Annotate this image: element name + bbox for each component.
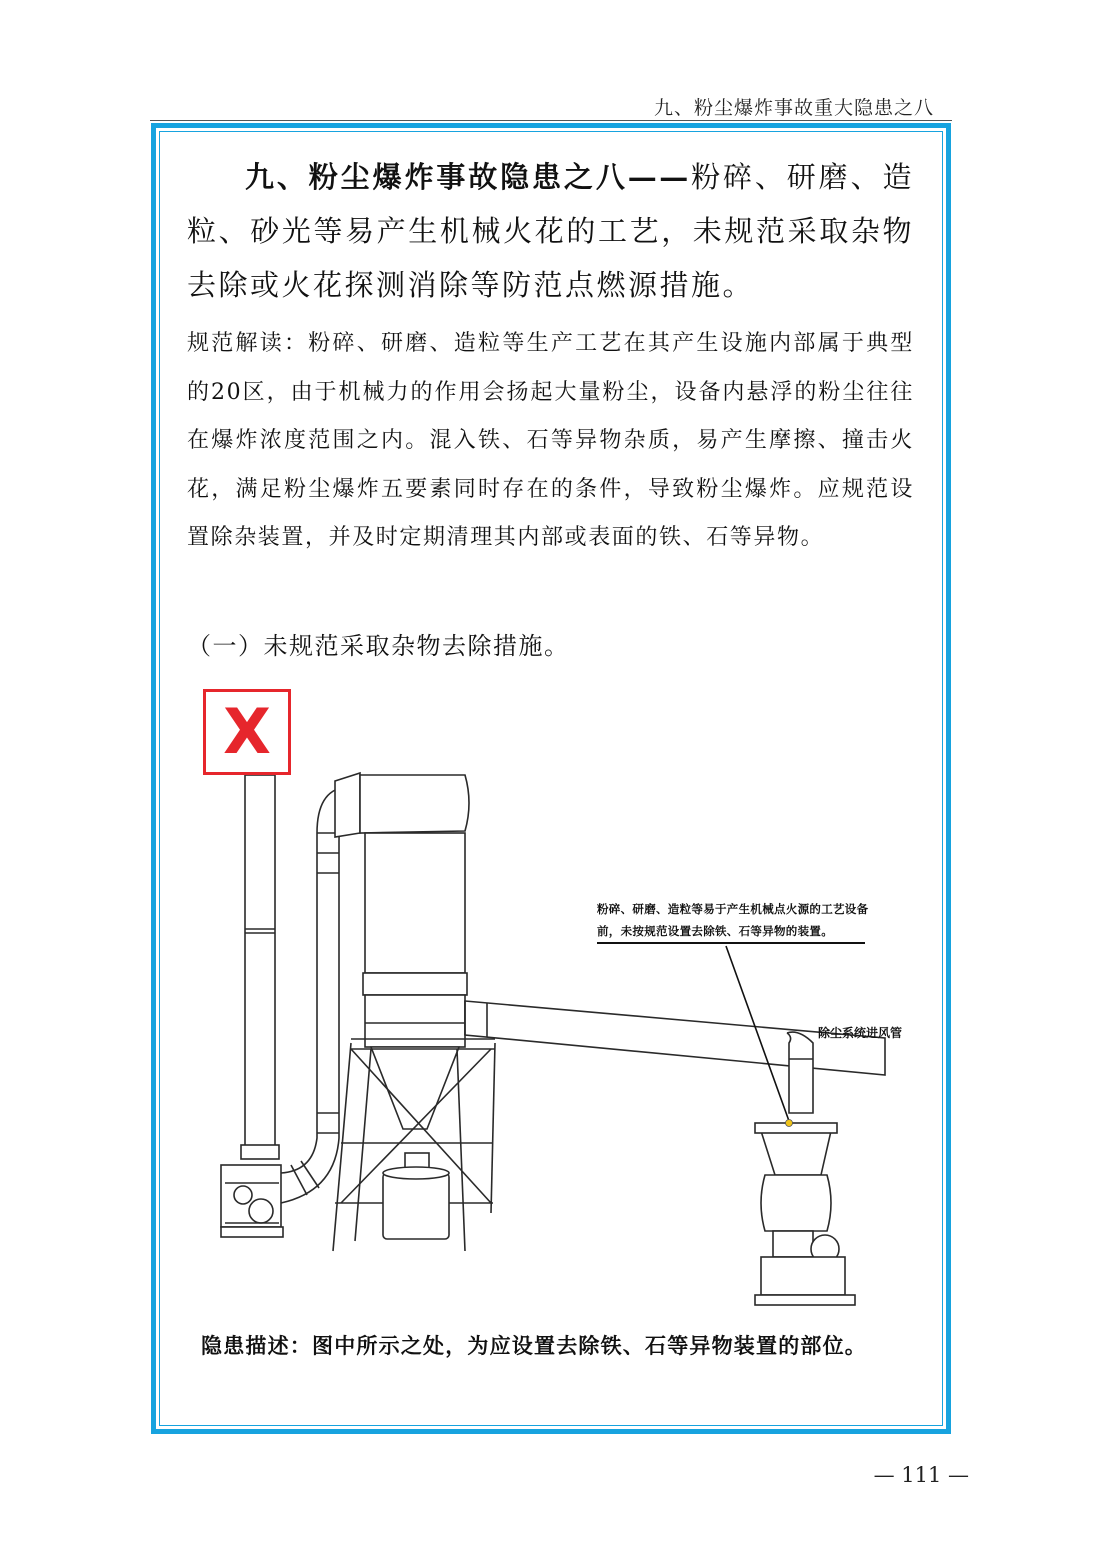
figure-callout-text: 粉碎、研磨、造粒等易于产生机械点火源的工艺设备前，未按规范设置去除铁、石等异物的装置。: [597, 902, 869, 938]
interpretation-paragraph: [187, 320, 914, 563]
page-number: — 111 —: [873, 1463, 969, 1487]
x-mark-icon: X: [223, 695, 271, 768]
interpretation-label: 规范解读：: [187, 331, 309, 356]
dust-collection-system-illustration: [195, 683, 915, 1323]
grinder-drop-duct: [787, 1032, 813, 1113]
section-title-lead: 九、粉尘爆炸事故隐患之八——: [245, 160, 691, 194]
collector-inlet-duct: [281, 787, 345, 1203]
grinder-machine: [755, 1123, 855, 1305]
figure-callout-underline: [597, 942, 865, 944]
exhaust-stack: [241, 775, 279, 1159]
running-head: 九、粉尘爆炸事故重大隐患之八: [653, 97, 934, 119]
header-rule: [150, 120, 952, 121]
hazard-text: 图中所示之处，为应设置去除铁、石等异物装置的部位。: [312, 1333, 867, 1358]
hazard-location-marker: [786, 1120, 793, 1127]
fan-unit: [221, 1165, 283, 1237]
hazard-label: 隐患描述：: [201, 1333, 312, 1358]
collector-inlet-elbow: [335, 773, 360, 837]
hazard-description: [201, 1330, 867, 1360]
section-title: [187, 150, 914, 312]
section-title-text: 粉碎、研磨、造粒、砂光等易产生机械火花的工艺，未规范采取杂物去除或火花探测消除等防范点燃源措施。: [187, 160, 914, 302]
interpretation-text: 粉碎、研磨、造粒等生产工艺在其产生设施内部属于典型的20区，由于机械力的作用会扬起大量粉尘，设备内悬浮的粉尘往往在爆炸浓度范围之内。混入铁、石等异物杂质，易产生摩擦、撞击火花，满足粉尘爆炸五要素同时存在的条件，导致粉尘爆炸。应规范设置除杂装置，并及时定期清理其内部或表面的铁、石等异物。: [187, 331, 914, 550]
collection-drum: [383, 1153, 449, 1239]
subheading: （一）未规范采取杂物去除措施。: [187, 632, 570, 660]
inlet-pipe-label: 除尘系统进风管: [818, 1026, 903, 1040]
non-compliant-x-mark: [203, 689, 291, 775]
